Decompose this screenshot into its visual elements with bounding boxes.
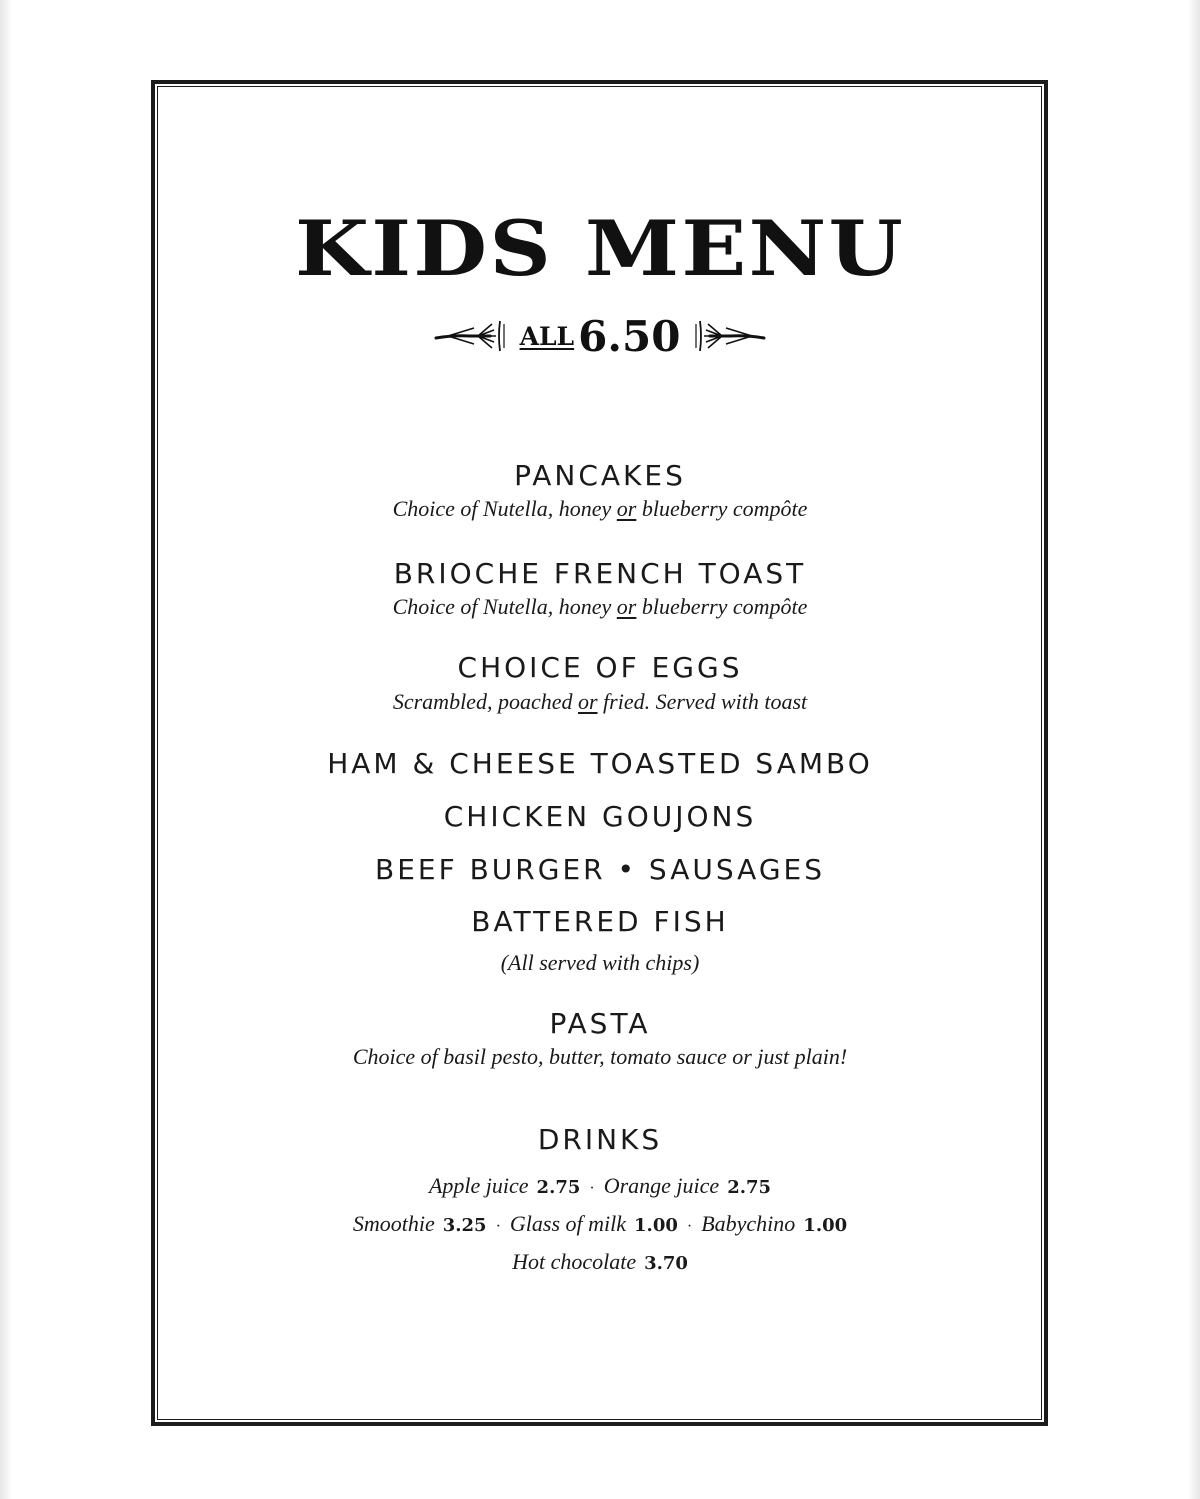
drink-name: Smoothie xyxy=(352,1211,435,1236)
desc-text: Choice of Nutella, honey xyxy=(392,594,617,619)
price-prefix: ALL xyxy=(519,321,575,351)
desc-text: fried. Served with toast xyxy=(597,689,808,714)
menu-card xyxy=(160,89,1040,1419)
item-eggs-name: CHOICE OF EGGS xyxy=(457,651,743,684)
desc-text: Scrambled, poached xyxy=(392,689,578,714)
separator-dot: · xyxy=(495,1218,501,1235)
drink-price: 3.25 xyxy=(442,1215,487,1236)
item-french-toast-name: BRIOCHE FRENCH TOAST xyxy=(393,557,807,590)
menu-title: KIDS MENU xyxy=(294,204,906,293)
item-ham-cheese-sambo: HAM & CHEESE TOASTED SAMBO xyxy=(327,747,873,780)
desc-or: or xyxy=(616,594,637,619)
drink-name: Babychino xyxy=(701,1211,796,1236)
item-pancakes-desc xyxy=(160,495,1040,523)
drink-name: Hot chocolate xyxy=(512,1249,637,1274)
drinks-heading: DRINKS xyxy=(537,1123,663,1156)
desc-text: Choice of Nutella, honey xyxy=(392,496,617,521)
drinks-line-2 xyxy=(160,1209,1040,1242)
item-burger-sausages: BEEF BURGER • SAUSAGES xyxy=(375,853,825,886)
item-pancakes-name: PANCAKES xyxy=(514,459,686,492)
page-edge-left xyxy=(0,0,12,1499)
item-pasta-name: PASTA xyxy=(549,1007,651,1040)
separator-dot: · xyxy=(686,1218,693,1235)
drink-price: 3.70 xyxy=(644,1253,688,1274)
price-value: 6.50 xyxy=(578,311,681,361)
desc-text: blueberry compôte xyxy=(636,496,808,521)
drink-price: 2.75 xyxy=(536,1177,581,1198)
drinks-line-3 xyxy=(160,1247,1040,1279)
item-pasta-desc: Choice of basil pesto, butter, tomato sauce or just plain! xyxy=(352,1044,848,1069)
item-eggs-desc xyxy=(160,688,1040,716)
drink-price: 2.75 xyxy=(727,1177,772,1198)
drink-name: Apple juice xyxy=(428,1173,529,1198)
desc-or: or xyxy=(616,496,637,521)
price-banner xyxy=(160,306,1040,366)
page-edge-right xyxy=(1188,0,1200,1499)
item-french-toast-desc xyxy=(160,593,1040,621)
drink-name: Orange juice xyxy=(603,1173,720,1198)
desc-text: blueberry compôte xyxy=(636,594,808,619)
flourish-left-icon xyxy=(434,316,512,356)
separator-dot: · xyxy=(589,1180,595,1197)
desc-or: or xyxy=(577,689,598,714)
mains-note: (All served with chips) xyxy=(500,950,700,975)
item-chicken-goujons: CHICKEN GOUJONS xyxy=(443,800,757,833)
flourish-right-icon xyxy=(688,316,766,356)
drinks-line-1 xyxy=(160,1171,1040,1204)
drink-price: 1.00 xyxy=(803,1215,848,1236)
drink-price: 1.00 xyxy=(634,1215,678,1236)
item-battered-fish: BATTERED FISH xyxy=(471,905,729,938)
drink-name: Glass of milk xyxy=(509,1211,627,1236)
